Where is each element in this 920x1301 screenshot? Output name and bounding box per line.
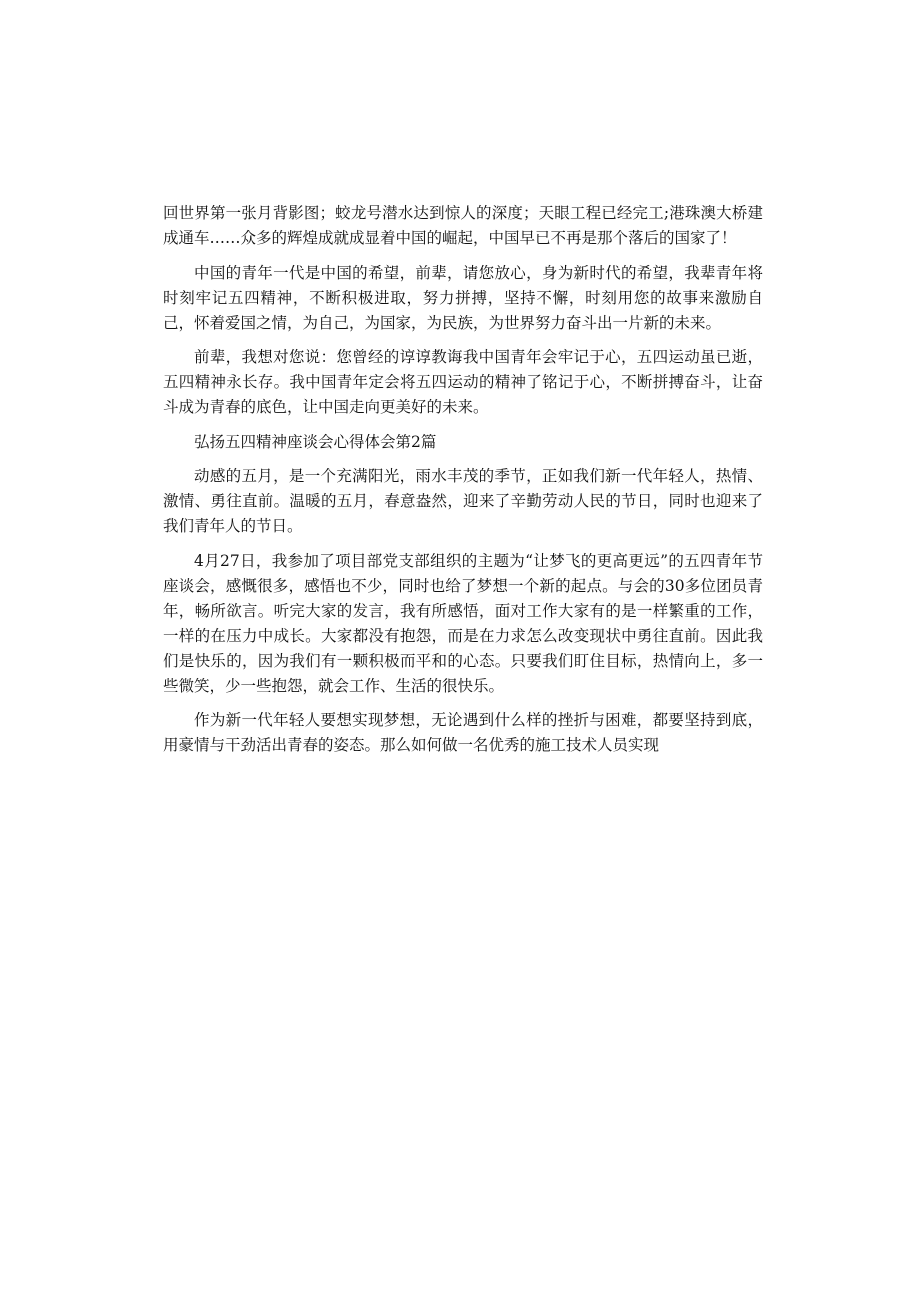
document-body <box>163 201 763 768</box>
section-title: 弘扬五四精神座谈会心得体会第2篇 <box>194 432 437 451</box>
paragraph-message-to-elders: 前辈，我想对您说：您曾经的谆谆教诲我中国青年会牢记于心，五四运动虽已逝，五四精神永长存。我中国青年定会将五四运动的精神了铭记于心，不断拼搏奋斗，让奋斗成为青春的底色，让中国走向更美好的未来。 <box>163 348 763 416</box>
paragraph-continuation: 回世界第一张月背影图；蛟龙号潜水达到惊人的深度；天眼工程已经完工;港珠澳大桥建成通车……众多的辉煌成就成显着中国的崛起，中国早已不再是那个落后的国家了！ <box>163 204 763 247</box>
paragraph-realize-dream: 作为新一代年轻人要想实现梦想，无论遇到什么样的挫折与困难，都要坚持到底，用豪情与干劲活出青春的姿态。那么如何做一名优秀的施工技术人员实现 <box>163 711 763 754</box>
paragraph-forum-report: 4月27日，我参加了项目部党支部组织的主题为“让梦飞的更高更远”的五四青年节座谈会，感慨很多，感悟也不少，同时也给了梦想一个新的起点。与会的30多位团员青年，畅所欲言。听完大家的发言，我有所感悟，面对工作大家有的是一样繁重的工作，一样的在压力中成长。大家都没有抱怨，而是在力求怎么改变现状中勇往直前。因此我们是快乐的，因为我们有一颗积极而平和的心态。只要我们盯住目标，热情向上，多一些微笑，少一些抱怨，就会工作、生活的很快乐。 <box>163 551 763 695</box>
paragraph-youth-hope: 中国的青年一代是中国的希望，前辈，请您放心，身为新时代的希望，我辈青年将时刻牢记五四精神，不断积极进取，努力拼搏，坚持不懈，时刻用您的故事来激励自己，怀着爱国之情，为自己，为国家，为民族，为世界努力奋斗出一片新的未来。 <box>163 263 763 332</box>
paragraph-may-intro: 动感的五月，是一个充满阳光，雨水丰茂的季节，正如我们新一代年轻人，热情、激情、勇往直前。温暖的五月，春意盎然，迎来了辛勤劳动人民的节日，同时也迎来了我们青年人的节日。 <box>163 467 763 535</box>
